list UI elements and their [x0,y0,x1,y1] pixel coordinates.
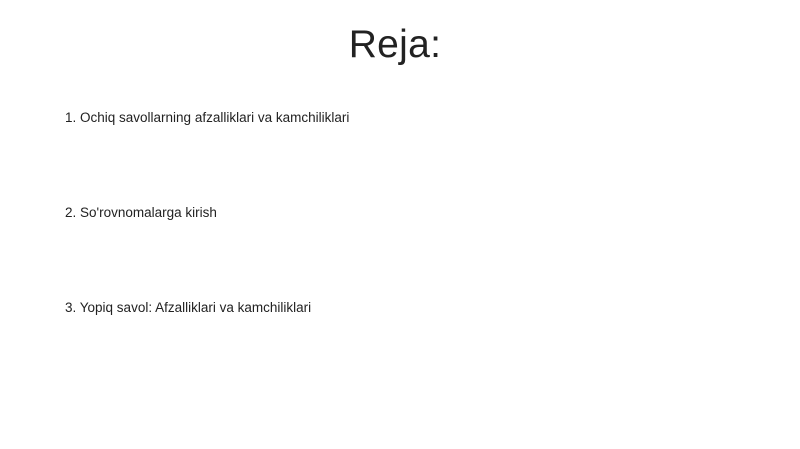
plan-item-2: 2. So'rovnomalarga kirish [65,205,217,220]
plan-list [65,108,765,318]
slide-title: Reja: [348,23,442,66]
plan-item-3: 3. Yopiq savol: Afzalliklari va kamchiliklari [65,300,312,315]
plan-item-1: 1. Ochiq savollarning afzalliklari va kamchiliklari [65,110,350,125]
